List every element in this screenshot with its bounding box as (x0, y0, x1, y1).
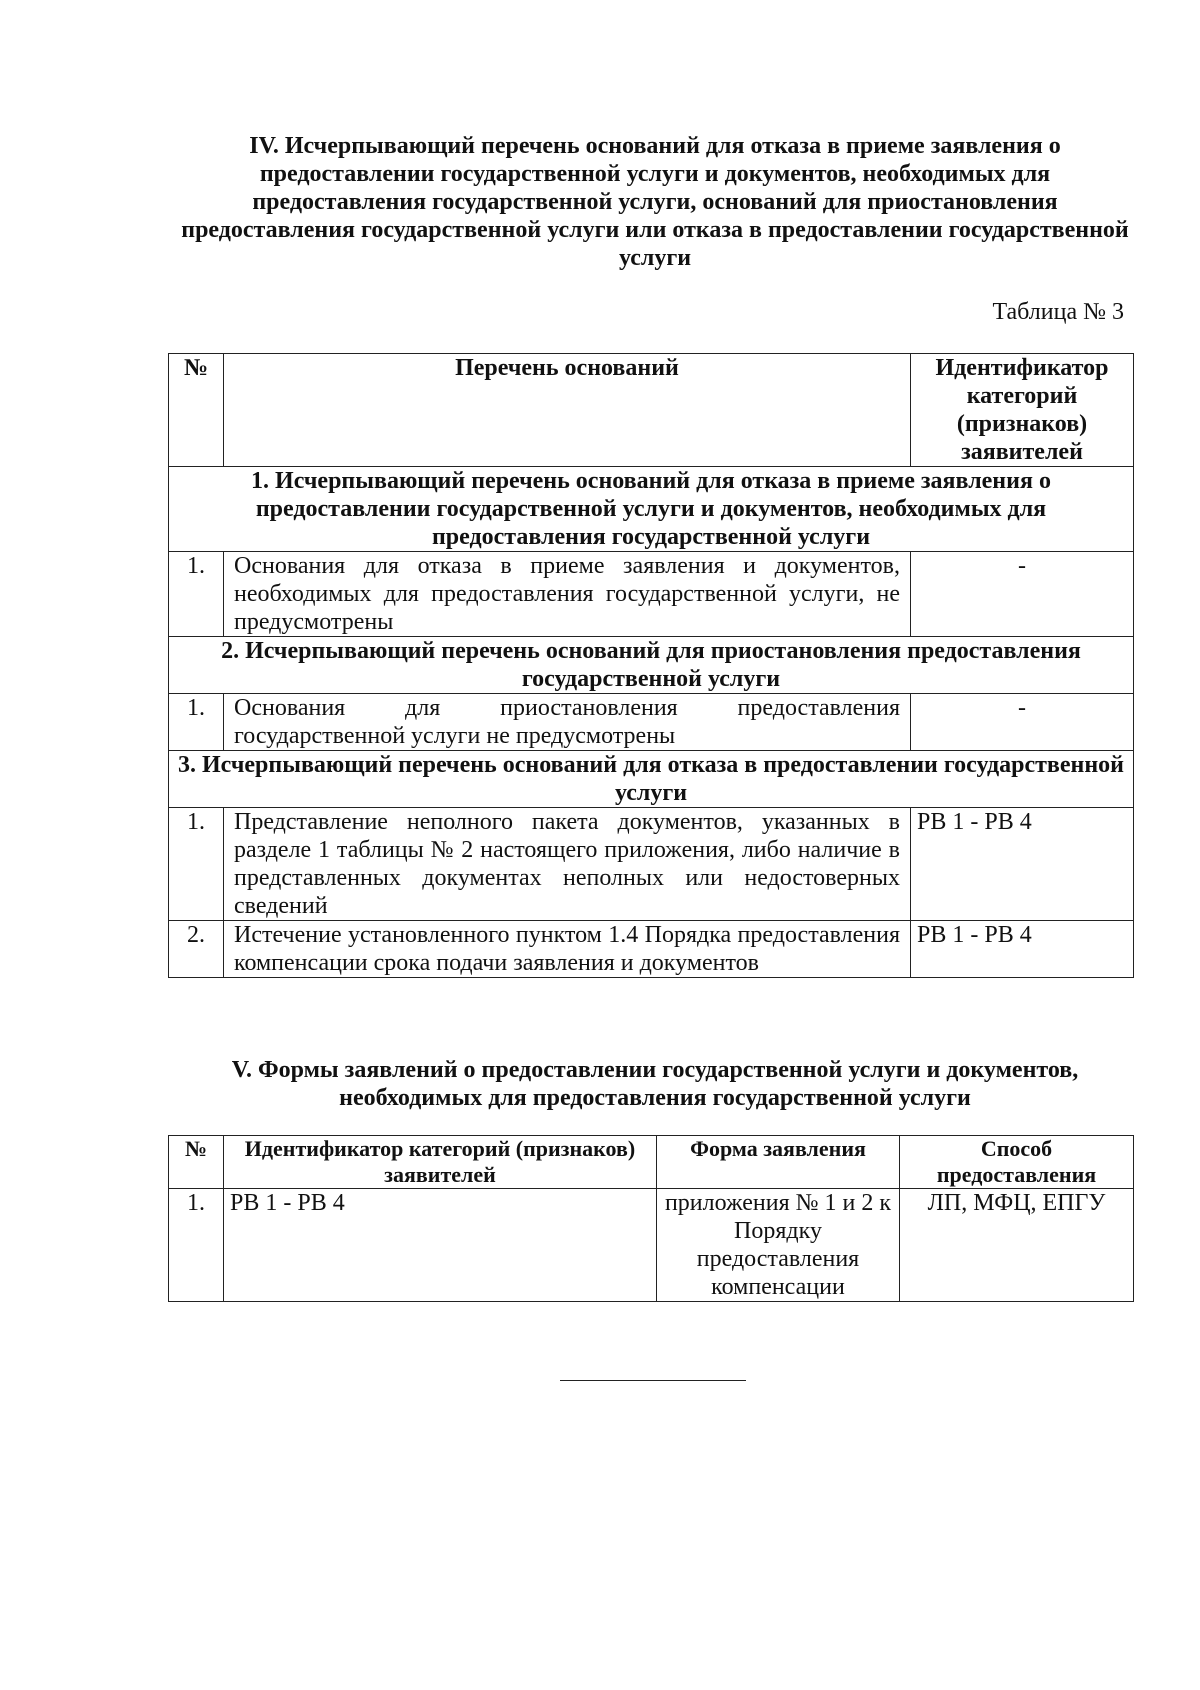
closing-rule (560, 1380, 746, 1381)
table-row (169, 552, 1134, 637)
table-row (169, 808, 1134, 921)
section-4-title: IV. Исчерпывающий перечень оснований для отказа в приеме заявления о предоставлении государственной услуги и документов, необходимых для предоставления государственной услуги, оснований для приостановления предоставления государственной услуги или отказа в предоставлении государственной услуги (181, 133, 1129, 271)
row-text: Представление неполного пакета документов, указанных в разделе 1 таблицы № 2 настоящего приложения, либо наличие в представленных документах неполных или недостоверных сведений (224, 808, 911, 921)
row-num: 1. (169, 1189, 224, 1302)
row-id: - (911, 552, 1134, 637)
row-text: Истечение установленного пунктом 1.4 Порядка предоставления компенсации срока подачи заявления и документов (224, 921, 911, 978)
header-list: Перечень оснований (224, 354, 911, 467)
forms-table (168, 1135, 1134, 1302)
row-num: 1. (169, 808, 224, 921)
header-form: Форма заявления (657, 1136, 900, 1189)
row-form: приложения № 1 и 2 к Порядку предоставления компенсации (657, 1189, 900, 1302)
table-label: Таблица № 3 (992, 299, 1124, 325)
group-row (169, 467, 1134, 552)
table-row (169, 694, 1134, 751)
row-num: 1. (169, 552, 224, 637)
row-text: Основания для приостановления предоставления государственной услуги не предусмотрены (224, 694, 911, 751)
row-id: РВ 1 - РВ 4 (911, 921, 1134, 978)
header-method: Способ предоставления (900, 1136, 1134, 1189)
header-id: Идентификатор категорий (признаков) заявителей (911, 354, 1134, 467)
table-header-row (169, 1136, 1134, 1189)
table-header-row (169, 354, 1134, 467)
grounds-table (168, 353, 1134, 978)
group-3-title: 3. Исчерпывающий перечень оснований для отказа в предоставлении государственной услуги (169, 751, 1134, 808)
group-row (169, 751, 1134, 808)
table-row (169, 921, 1134, 978)
section-5-title: V. Формы заявлений о предоставлении государственной услуги и документов, необходимых для предоставления государственной услуги (231, 1057, 1079, 1111)
table-row (169, 1189, 1134, 1302)
row-num: 2. (169, 921, 224, 978)
group-1-title: 1. Исчерпывающий перечень оснований для отказа в приеме заявления о предоставлении государственной услуги и документов, необходимых для предоставления государственной услуги (169, 467, 1134, 552)
header-num: № (169, 354, 224, 467)
header-id: Идентификатор категорий (признаков) заявителей (224, 1136, 657, 1189)
row-num: 1. (169, 694, 224, 751)
row-method: ЛП, МФЦ, ЕПГУ (900, 1189, 1134, 1302)
group-row (169, 637, 1134, 694)
row-text: Основания для отказа в приеме заявления и документов, необходимых для предоставления государственной услуги, не предусмотрены (224, 552, 911, 637)
group-2-title: 2. Исчерпывающий перечень оснований для приостановления предоставления государственной услуги (169, 637, 1134, 694)
header-num: № (169, 1136, 224, 1189)
row-id: РВ 1 - РВ 4 (911, 808, 1134, 921)
row-id: - (911, 694, 1134, 751)
row-id: РВ 1 - РВ 4 (224, 1189, 657, 1302)
